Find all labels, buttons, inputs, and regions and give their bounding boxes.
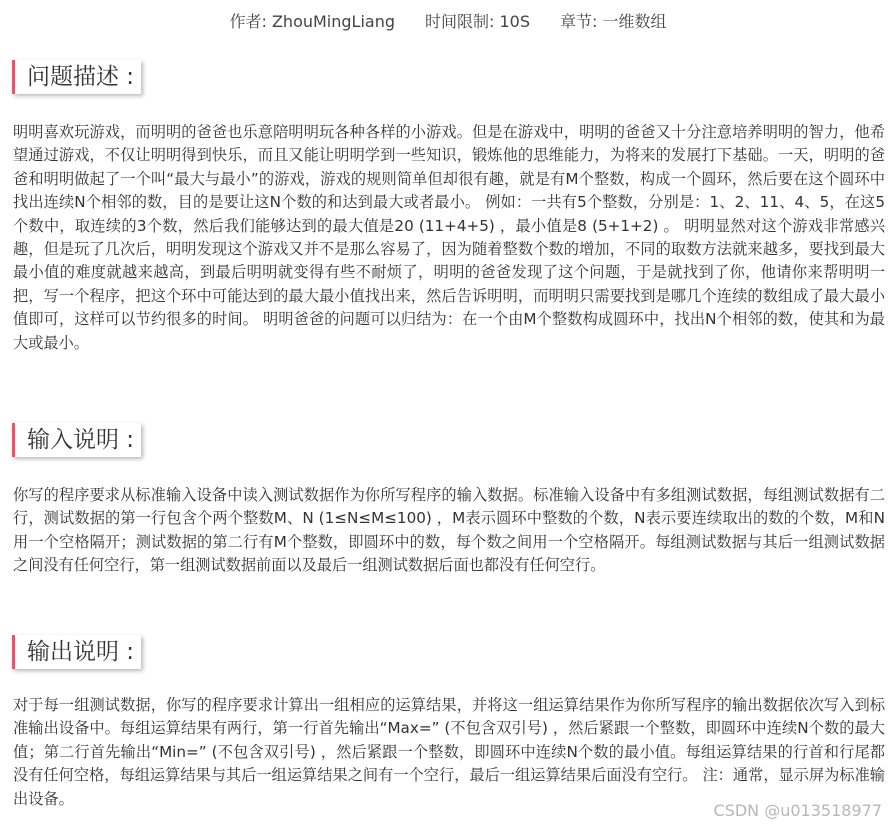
- section-heading-input: 输入说明 :: [12, 423, 141, 457]
- section-body-description: 明明喜欢玩游戏，而明明的爸爸也乐意陪明明玩各种各样的小游戏。但是在游戏中，明明的爸爸又十分注意培养明明的智力，他希望通过游戏，不仅让明明得到快乐，而且又能让明明学到一些知识，锻炼他的思维能力，为将来的发展打下基础。一天，明明的爸爸和明明做起了一个叫“最大与最小”的游戏，游戏的规则简单但却很有趣，就是有M个整数，构成一个圆环，然后要在这个圆环中找出连续N个相邻的数，目的是要让这N个数的和达到最大或者最小。 例如：一共有5个整数，分别是：1、2、11、4、5，在这5个数中，取连续的3个数，然后我们能够达到的最大值是20 (11+4+5) ，最小值是8 (5+1+2) 。 明明显然对这个游戏非常感兴趣，但是玩了几次后，明明发现这个游戏又并不是那么容易了，因为随着整数个数的增加，不同的取数方法就来越多，要找到最大最小值的难度就越来越高，到最后明明就变得有些不耐烦了，明明的爸爸发现了这个问题，于是就找到了你，他请你来帮明明一把，写一个程序，把这个环中可能达到的最大最小值找出来，然后告诉明明，而明明只需要找到是哪几个连续的数组成了最大最小值即可，这样可以节约很多的时间。 明明爸爸的问题可以归结为：在一个由M个整数构成圆环中，找出N个相邻的数，使其和为最大或最小。: [13, 123, 886, 352]
- problem-meta-line: [0, 9, 896, 32]
- section-heading-description: 问题描述 :: [12, 60, 141, 94]
- time-limit-label: 时间限制: 10S: [425, 12, 531, 31]
- csdn-watermark: CSDN @u013518977: [713, 801, 882, 820]
- chapter-label: 章节: 一维数组: [560, 12, 667, 31]
- section-body-output: 对于每一组测试数据，你写的程序要求计算出一组相应的运算结果，并将这一组运算结果作为你所写程序的输出数据依次写入到标准输出设备中。每组运算结果有两行，第一行首先输出“Max=” (不包含双引号) ，然后紧跟一个整数，即圆环中连续N个数的最大值；第二行首先输出“Min=” (不包含双引号) ，然后紧跟一个整数，即圆环中连续N个数的最小值。每组运算结果的行首和行尾都没有任何空格，每组运算结果与其后一组运算结果之间有一个空行，最后一组运算结果后面没有空行。 注：通常，显示屏为标准输出设备。: [13, 696, 885, 808]
- section-body-input: 你写的程序要求从标准输入设备中读入测试数据作为你所写程序的输入数据。标准输入设备中有多组测试数据，每组测试数据有二行，测试数据的第一行包含个两个整数M、N (1≤N≤M≤100) ，M表示圆环中整数的个数，N表示要连续取出的数的个数，M和N用一个空格隔开；测试数据的第二行有M个整数，即圆环中的数，每个数之间用一个空格隔开。每组测试数据与其后一组测试数据之间没有任何空行，第一组测试数据前面以及最后一组测试数据后面也都没有任何空行。: [13, 486, 885, 575]
- section-heading-output: 输出说明 :: [12, 635, 141, 669]
- author-label: 作者: ZhouMingLiang: [229, 12, 396, 31]
